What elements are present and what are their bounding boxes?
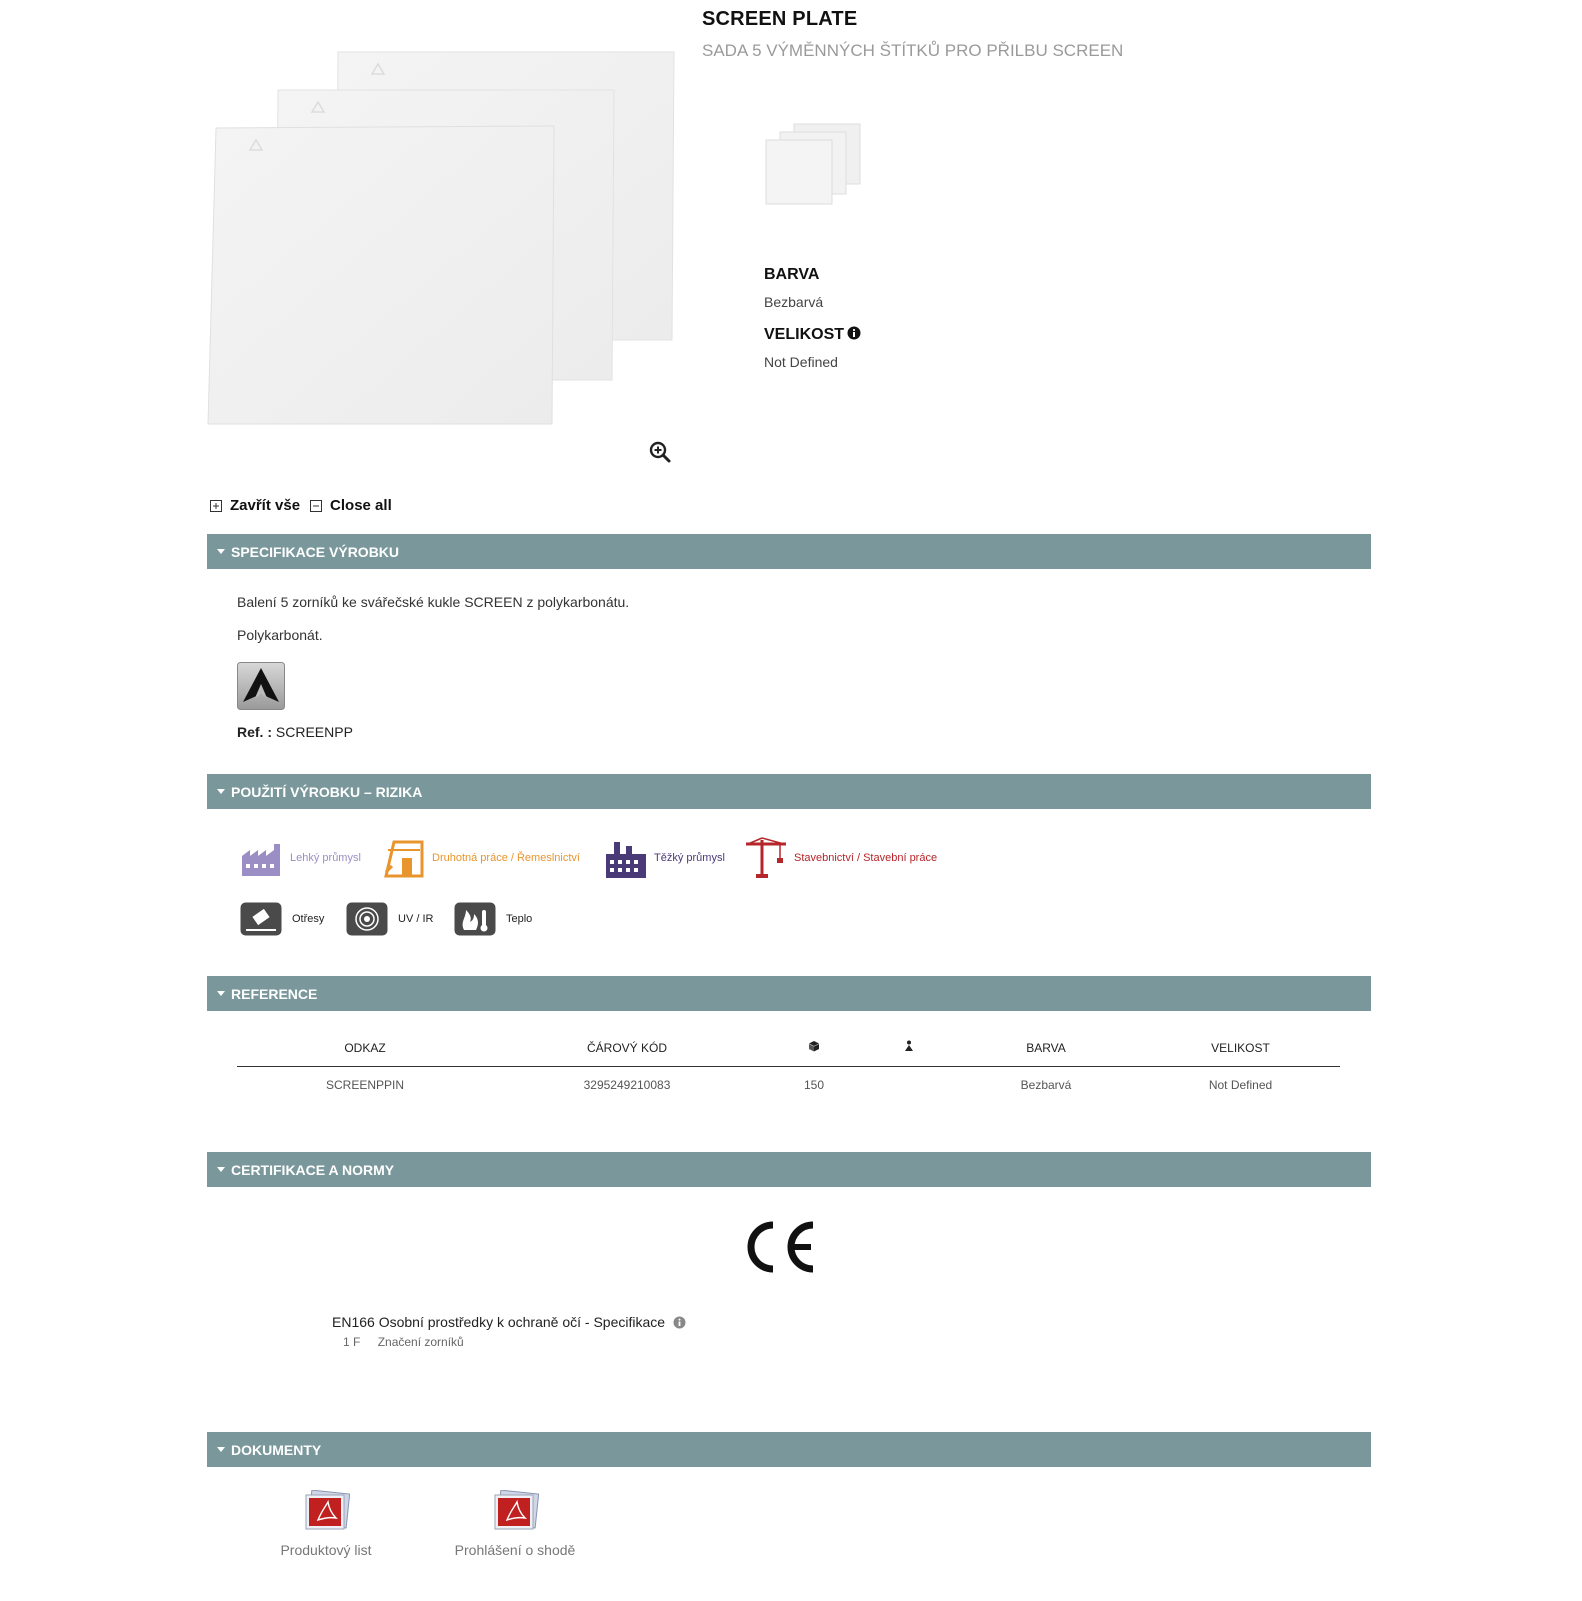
color-label: BARVA — [764, 266, 820, 283]
plus-square-icon — [210, 500, 222, 512]
norm-desc: Značení zorníků — [377, 1335, 464, 1349]
brand-logo-icon — [237, 662, 285, 710]
col-barcode: ČÁROVÝ KÓD — [493, 1030, 761, 1066]
col-color: BARVA — [951, 1030, 1141, 1066]
norm-code: 1 F — [343, 1335, 361, 1349]
usage-construction — [744, 836, 937, 880]
spec-material: Polykarbonát. — [237, 627, 323, 643]
person-icon — [904, 1040, 914, 1052]
caret-down-icon — [217, 991, 225, 996]
document-product-sheet-label: Produktový list — [280, 1542, 372, 1558]
minus-square-icon — [310, 500, 322, 512]
risk-shock — [240, 902, 324, 936]
expand-all-button[interactable] — [210, 497, 300, 514]
section-documents-header[interactable] — [207, 1432, 1371, 1467]
norm-title-row — [332, 1314, 686, 1330]
col-qty — [761, 1030, 867, 1066]
caret-down-icon — [217, 1447, 225, 1452]
spec-reference — [237, 724, 353, 740]
norm-title: EN166 Osobní prostředky k ochraně očí - Specifikace — [332, 1314, 666, 1330]
product-subtitle: SADA 5 VÝMĚNNÝCH ŠTÍTKŮ PRO PŘILBU SCREEN — [702, 41, 1124, 60]
shock-icon — [240, 902, 282, 936]
zoom-icon[interactable] — [648, 440, 672, 464]
risk-heat-label: Teplo — [506, 913, 533, 925]
product-main-image[interactable] — [200, 48, 680, 428]
usage-light-label: Lehký průmysl — [290, 852, 361, 864]
pdf-icon — [302, 1490, 350, 1532]
craftsman-building-icon — [382, 836, 426, 880]
cell-size: Not Defined — [1208, 1078, 1273, 1093]
close-all-button[interactable] — [310, 497, 392, 514]
light-factory-icon — [240, 836, 284, 880]
pdf-icon — [491, 1490, 539, 1532]
cell-odkaz: SCREENPPIN — [325, 1078, 405, 1093]
heat-icon — [454, 902, 496, 936]
product-title: SCREEN PLATE — [702, 8, 858, 30]
usage-secondary-label: Druhotná práce / Řemeslnictví — [432, 852, 580, 864]
col-size: VELIKOST — [1141, 1030, 1340, 1066]
ref-value: SCREENPP — [275, 724, 353, 740]
info-icon[interactable] — [847, 326, 861, 340]
reference-table — [237, 1030, 1340, 1104]
size-label-row — [764, 326, 861, 344]
size-value: Not Defined — [764, 354, 838, 370]
document-declaration[interactable] — [440, 1490, 590, 1558]
section-spec-header[interactable] — [207, 534, 1371, 569]
cell-barcode: 3295249210083 — [583, 1078, 671, 1093]
col-odkaz: ODKAZ — [237, 1030, 493, 1066]
caret-down-icon — [217, 789, 225, 794]
risk-uv-ir — [346, 902, 433, 936]
usage-construction-label: Stavebnictví / Stavební práce — [794, 852, 938, 864]
info-icon[interactable] — [673, 1316, 686, 1329]
risk-uv-ir-label: UV / IR — [398, 913, 434, 925]
uv-ir-icon — [346, 902, 388, 936]
crane-icon — [744, 836, 788, 880]
section-spec-title: SPECIFIKACE VÝROBKU — [231, 543, 400, 560]
table-row[interactable] — [237, 1066, 1340, 1104]
risk-heat — [454, 902, 532, 936]
expand-all-label: Zavřít vše — [230, 497, 301, 514]
usage-light-industry — [240, 836, 361, 880]
size-label: VELIKOST — [764, 326, 845, 343]
ce-mark-icon — [743, 1221, 817, 1273]
section-usage-title: POUŽITÍ VÝROBKU – RIZIKA — [231, 783, 423, 800]
ref-label: Ref. : — [237, 724, 272, 740]
product-thumbnail[interactable] — [764, 122, 868, 206]
section-certification-title: CERTIFIKACE A NORMY — [231, 1161, 395, 1178]
document-declaration-label: Prohlášení o shodě — [454, 1542, 576, 1558]
close-all-label: Close all — [330, 497, 392, 514]
document-product-sheet[interactable] — [266, 1490, 386, 1558]
section-reference-header[interactable] — [207, 976, 1371, 1011]
cell-qty: 150 — [803, 1078, 825, 1093]
section-documents-title: DOKUMENTY — [231, 1441, 322, 1458]
section-reference-title: REFERENCE — [231, 985, 318, 1002]
heavy-factory-icon — [604, 836, 648, 880]
caret-down-icon — [217, 549, 225, 554]
section-certification-header[interactable] — [207, 1152, 1371, 1187]
box-icon — [808, 1040, 820, 1052]
section-usage-header[interactable] — [207, 774, 1371, 809]
risk-shock-label: Otřesy — [292, 913, 325, 925]
usage-heavy-label: Těžký průmysl — [654, 852, 725, 864]
caret-down-icon — [217, 1167, 225, 1172]
table-header-row — [237, 1030, 1340, 1066]
usage-heavy-industry — [604, 836, 725, 880]
toggle-row — [210, 497, 402, 514]
spec-description: Balení 5 zorníků ke svářečské kukle SCREEN z polykarbonátu. — [237, 594, 630, 610]
cell-unit — [867, 1066, 951, 1104]
cell-color: Bezbarvá — [1020, 1078, 1072, 1093]
norm-detail — [343, 1335, 478, 1349]
color-value: Bezbarvá — [764, 294, 824, 310]
usage-secondary-work — [382, 836, 580, 880]
col-unit — [867, 1030, 951, 1066]
